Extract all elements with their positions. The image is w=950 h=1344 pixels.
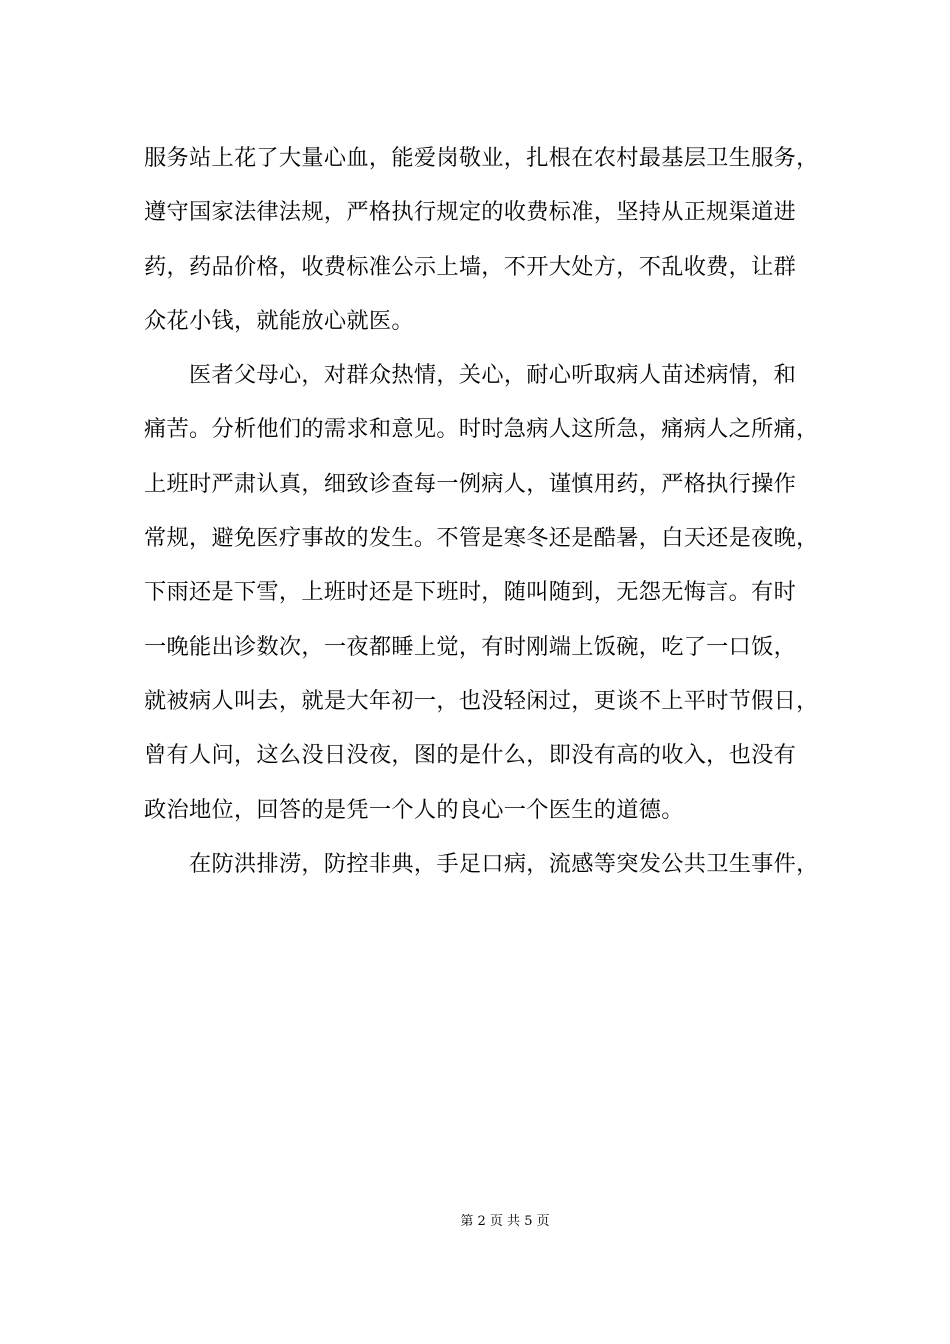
- text-line: 下雨还是下雪，上班时还是下班时，随叫随到，无怨无悔言。有时: [144, 579, 797, 606]
- text-line: 曾有人问，这么没日没夜，图的是什么，即没有高的收入，也没有: [144, 742, 797, 769]
- text-line: 遵守国家法律法规，严格执行规定的收费标准，坚持从正规渠道进: [144, 199, 797, 226]
- text-line: 常规，避免医疗事故的发生。不管是寒冬还是酷暑，白天还是夜晚，: [144, 525, 819, 552]
- text-line: 药，药品价格，收费标准公示上墙，不开大处方，不乱收费，让群: [144, 253, 797, 280]
- text-line: 痛苦。分析他们的需求和意见。时时急病人这所急，痛病人之所痛，: [144, 416, 819, 443]
- text-line: 就被病人叫去，就是大年初一，也没轻闲过，更谈不上平时节假日，: [144, 687, 819, 714]
- paragraph-first-line: 在防洪排涝，防控非典，手足口病，流感等突发公共卫生事件，: [189, 850, 819, 877]
- text-line: 众花小钱，就能放心就医。: [144, 307, 414, 334]
- paragraph-first-line: 医者父母心，对群众热情，关心，耐心听取病人苗述病情，和: [189, 362, 797, 389]
- body-text: [144, 136, 844, 896]
- text-line: 一晚能出诊数次，一夜都睡上觉，有时刚端上饭碗，吃了一口饭，: [144, 633, 797, 660]
- page-number-footer: 第 2 页 共 5 页: [460, 1214, 550, 1229]
- text-line: 服务站上花了大量心血，能爱岗敬业，扎根在农村最基层卫生服务，: [144, 145, 819, 171]
- text-line: 政治地位，回答的是凭一个人的良心一个医生的道德。: [144, 796, 684, 823]
- text-line: 上班时严肃认真，细致诊查每一例病人，谨慎用药，严格执行操作: [144, 470, 797, 497]
